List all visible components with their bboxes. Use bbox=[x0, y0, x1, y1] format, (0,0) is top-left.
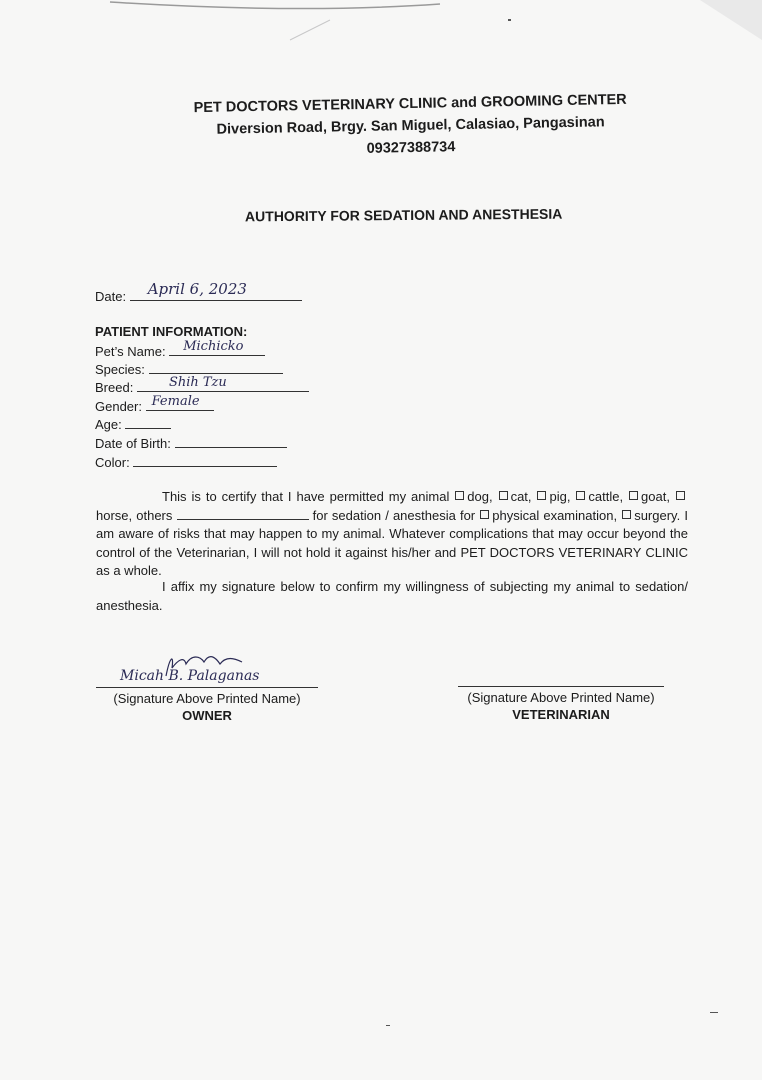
owner-signature-line[interactable] bbox=[96, 686, 318, 688]
species-line[interactable] bbox=[149, 361, 283, 374]
pets-name-field bbox=[95, 339, 265, 359]
form-title: AUTHORITY FOR SEDATION AND ANESTHESIA bbox=[244, 205, 563, 225]
horse-label: horse, others bbox=[96, 507, 173, 523]
color-line[interactable] bbox=[133, 454, 277, 467]
surgery-checkbox[interactable] bbox=[622, 510, 631, 519]
others-line[interactable] bbox=[177, 508, 309, 520]
date-field bbox=[95, 280, 302, 304]
horse-checkbox[interactable] bbox=[676, 491, 685, 500]
physical-exam-checkbox[interactable] bbox=[480, 510, 489, 519]
dob-line[interactable] bbox=[175, 435, 287, 448]
ink-speck bbox=[386, 1025, 390, 1026]
clinic-name: PET DOCTORS VETERINARY CLINIC and GROOMING CENTER bbox=[193, 91, 627, 117]
clinic-address: Diversion Road, Brgy. San Miguel, Calasiao, Pangasinan bbox=[216, 114, 605, 138]
vet-caption: (Signature Above Printed Name) bbox=[467, 690, 655, 705]
date-value: April 6, 2023 bbox=[147, 280, 247, 298]
pets-name-label: Pet’s Name: bbox=[95, 344, 166, 359]
pets-name-line[interactable] bbox=[169, 339, 265, 356]
affirmation-paragraph: I affix my signature below to confirm my willingness of subjecting my animal to sedation/ anesthesia. bbox=[96, 579, 688, 613]
surgery-label: surgery. bbox=[634, 507, 681, 523]
age-label: Age: bbox=[95, 417, 122, 432]
cat-checkbox[interactable] bbox=[499, 491, 508, 500]
gender-label: Gender: bbox=[95, 399, 142, 414]
vet-signature-line[interactable] bbox=[458, 685, 664, 687]
dob-field bbox=[95, 435, 287, 451]
goat-checkbox[interactable] bbox=[629, 491, 638, 500]
species-label: Species: bbox=[95, 362, 145, 377]
owner-caption: (Signature Above Printed Name) bbox=[113, 691, 301, 706]
goat-label: goat, bbox=[641, 489, 670, 504]
vet-signature-block bbox=[458, 668, 664, 722]
ink-speck bbox=[710, 1012, 718, 1013]
dog-checkbox[interactable] bbox=[455, 491, 464, 500]
gender-field bbox=[95, 394, 214, 414]
clinic-phone: 09327388734 bbox=[366, 139, 456, 157]
vet-role: VETERINARIAN bbox=[512, 707, 610, 722]
date-line[interactable] bbox=[130, 280, 302, 301]
owner-role: OWNER bbox=[182, 708, 232, 723]
cat-label: cat, bbox=[510, 489, 532, 504]
dog-label: dog, bbox=[467, 489, 493, 504]
breed-label: Breed: bbox=[95, 380, 134, 395]
age-line[interactable] bbox=[125, 416, 171, 429]
breed-line[interactable] bbox=[137, 375, 309, 392]
pets-name-value: Michicko bbox=[183, 339, 244, 354]
owner-printed-name: Micah B. Palaganas bbox=[120, 668, 260, 684]
breed-field bbox=[95, 375, 309, 395]
date-label: Date: bbox=[95, 289, 127, 304]
owner-signature-block bbox=[96, 650, 318, 723]
consent-paragraph bbox=[96, 488, 688, 581]
color-field bbox=[95, 454, 277, 470]
dob-label: Date of Birth: bbox=[95, 436, 171, 451]
consent-text-start: This is to certify that I have permitted my animal bbox=[162, 489, 450, 504]
breed-value: Shih Tzu bbox=[168, 375, 227, 390]
pig-label: pig, bbox=[549, 489, 571, 504]
ink-speck bbox=[508, 19, 511, 21]
consent-text-mid: for sedation / anesthesia for bbox=[312, 507, 476, 523]
physical-exam-label: physical examination, bbox=[492, 507, 618, 523]
age-field bbox=[95, 416, 171, 432]
cattle-label: cattle, bbox=[588, 489, 624, 504]
gender-line[interactable] bbox=[146, 394, 214, 411]
paper-crease bbox=[0, 0, 762, 60]
clinic-header bbox=[150, 88, 671, 164]
gender-value: Female bbox=[151, 394, 200, 409]
patient-info-heading: PATIENT INFORMATION: bbox=[95, 324, 248, 339]
pig-checkbox[interactable] bbox=[537, 491, 546, 500]
cattle-checkbox[interactable] bbox=[576, 491, 585, 500]
consent-text-end: I am aware of risks that may happen to my animal. Whatever complications that may occur beyond the control of the Veterinarian, I will not hold it against his/her and PET DOCTORS VETERINARY CLINIC as a whole. bbox=[96, 507, 688, 578]
color-label: Color: bbox=[95, 455, 130, 470]
